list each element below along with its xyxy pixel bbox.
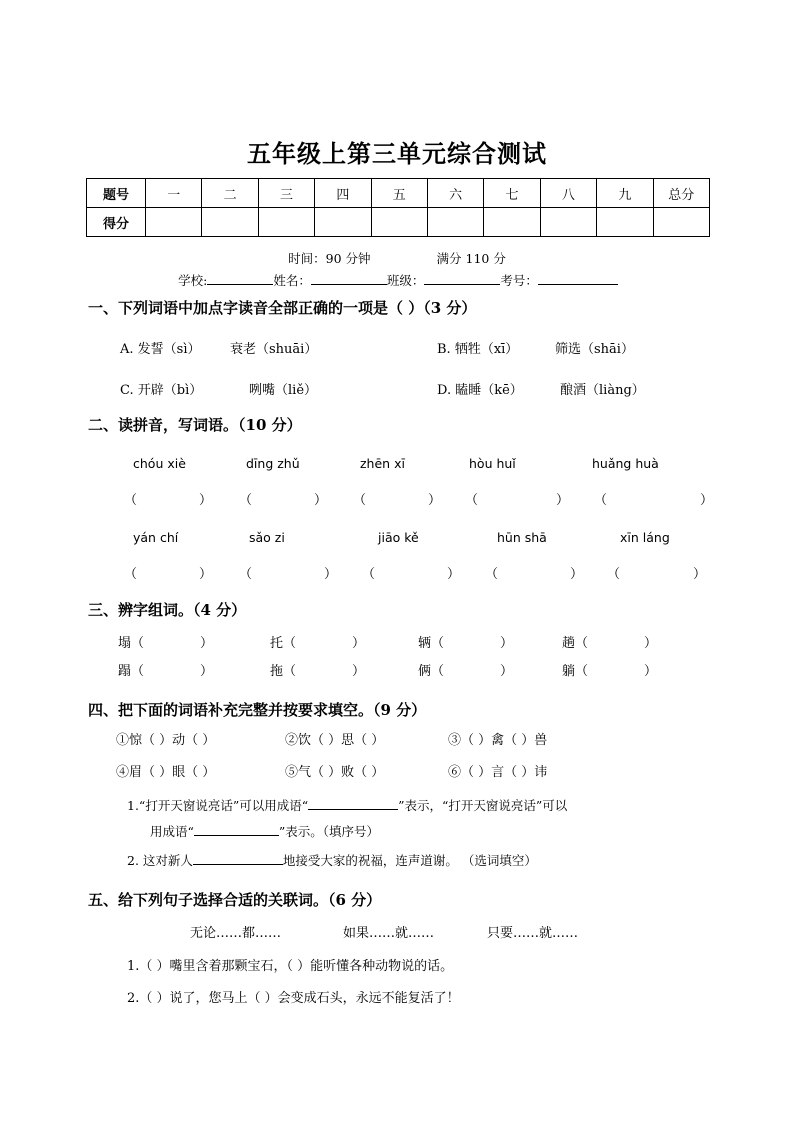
answer-bracket-close-1: ） bbox=[199, 493, 213, 508]
char-1: 塌 bbox=[118, 636, 132, 651]
section-5-sentence-1[interactable]: 1.（ ）嘴里含着那颗宝石，（ ）能听懂各种动物说的话。 bbox=[127, 959, 454, 974]
school-label: 学校: bbox=[178, 273, 208, 288]
school-input[interactable] bbox=[207, 284, 273, 285]
section-1-option-c-word2[interactable]: 咧嘴（liě） bbox=[249, 383, 318, 398]
q1-text-part-2: ”表示，“打开天窗说亮话”可以 bbox=[398, 798, 568, 813]
idiom-4[interactable]: ④眉（ ）眼（ ） bbox=[116, 765, 216, 780]
score-table-row-label: 题号 bbox=[87, 179, 146, 208]
idiom-3[interactable]: ③（ ）禽（ ）兽 bbox=[448, 733, 548, 748]
exam-time-label: 时间：90 分钟 bbox=[288, 251, 371, 266]
char-group-7[interactable]: 俩（ ） bbox=[418, 664, 514, 679]
score-cell-3[interactable] bbox=[258, 208, 314, 237]
pinyin-2-3: jiāo kě bbox=[378, 530, 419, 545]
section-4-question-2 bbox=[127, 851, 537, 869]
char-group-6[interactable]: 拖（ ） bbox=[270, 664, 366, 679]
score-cell-2[interactable] bbox=[202, 208, 258, 237]
answer-bracket-close-9: ） bbox=[570, 567, 584, 582]
char-group-5[interactable]: 蹋（ ） bbox=[118, 664, 214, 679]
pinyin-2-2: sǎo zi bbox=[249, 530, 285, 545]
pinyin-1-5: huǎng huà bbox=[592, 456, 659, 471]
idiom-2[interactable]: ②饮（ ）思（ ） bbox=[285, 733, 385, 748]
exam-no-label: 考号： bbox=[500, 273, 538, 288]
score-table-col-2: 二 bbox=[202, 179, 258, 208]
score-cell-4[interactable] bbox=[315, 208, 371, 237]
pinyin-1-3: zhēn xī bbox=[360, 456, 405, 471]
score-cell-7[interactable] bbox=[484, 208, 540, 237]
pinyin-1-1: chóu xiè bbox=[133, 456, 186, 471]
q2-blank-1[interactable] bbox=[193, 864, 283, 865]
table-row-scores bbox=[87, 208, 710, 237]
answer-bracket-close-4: ） bbox=[556, 493, 570, 508]
section-1-option-b-word2[interactable]: 筛选（shāi） bbox=[555, 342, 634, 357]
pinyin-1-2: dīng zhǔ bbox=[246, 456, 300, 471]
score-table-col-7: 七 bbox=[484, 179, 540, 208]
section-4-question-1-line-1 bbox=[127, 796, 567, 814]
score-cell-1[interactable] bbox=[146, 208, 202, 237]
answer-bracket-open-6: （ bbox=[124, 567, 138, 582]
exam-meta-line bbox=[0, 249, 794, 267]
answer-bracket-close-7: ） bbox=[324, 567, 338, 582]
name-input[interactable] bbox=[311, 284, 387, 285]
section-5-sentence-2[interactable]: 2.（ ）说了，您马上（ ）会变成石头，永远不能复活了！ bbox=[127, 991, 460, 1006]
answer-bracket-close-5: ） bbox=[700, 493, 714, 508]
student-fields-line bbox=[86, 271, 710, 289]
answer-bracket-open-4: （ bbox=[465, 493, 479, 508]
pinyin-1-4: hòu huǐ bbox=[469, 456, 516, 471]
score-cell-8[interactable] bbox=[540, 208, 596, 237]
char-8: 躺 bbox=[562, 664, 576, 679]
exam-total-label: 满分 110 分 bbox=[436, 251, 506, 266]
connective-option-2[interactable]: 如果……就…… bbox=[343, 926, 435, 941]
answer-bracket-open-1: （ bbox=[124, 493, 138, 508]
connective-option-1[interactable]: 无论……都…… bbox=[190, 926, 282, 941]
table-row-header bbox=[87, 179, 710, 208]
answer-bracket-open-5: （ bbox=[594, 493, 608, 508]
score-table-col-3: 三 bbox=[258, 179, 314, 208]
class-label: 班级： bbox=[386, 273, 425, 288]
score-table-col-6: 六 bbox=[427, 179, 483, 208]
answer-bracket-close-6: ） bbox=[199, 567, 213, 582]
section-1-option-a-word2[interactable]: 衰老（shuāi） bbox=[230, 342, 318, 357]
q2-text-part-2: 地接受大家的祝福，连声道谢。 （选词填空） bbox=[282, 853, 537, 868]
pinyin-2-1: yán chí bbox=[133, 530, 179, 545]
char-5: 蹋 bbox=[118, 664, 132, 679]
idiom-5[interactable]: ⑤气（ ）败（ ） bbox=[285, 765, 385, 780]
section-1-heading: 一、下列词语中加点字读音全部正确的一项是（ ）（3 分） bbox=[88, 299, 477, 317]
section-4-heading: 四、把下面的词语补充完整并按要求填空。（9 分） bbox=[88, 701, 427, 719]
score-table-col-8: 八 bbox=[540, 179, 596, 208]
exam-no-input[interactable] bbox=[538, 284, 618, 285]
score-table-col-9: 九 bbox=[597, 179, 653, 208]
q2-text-part-1: 2. 这对新人 bbox=[127, 853, 193, 868]
section-1-option-b[interactable]: B. 牺牲（xī） bbox=[437, 342, 519, 357]
score-table bbox=[86, 178, 710, 237]
pinyin-2-5: xīn láng bbox=[620, 530, 670, 545]
q1-blank-2[interactable] bbox=[194, 835, 279, 836]
char-group-2[interactable]: 托（ ） bbox=[270, 636, 366, 651]
page-title: 五年级上第三单元综合测试 bbox=[247, 140, 547, 168]
answer-bracket-open-9: （ bbox=[485, 567, 499, 582]
score-cell-total[interactable] bbox=[653, 208, 709, 237]
section-1-option-c[interactable]: C. 开辟（bì） bbox=[120, 383, 203, 398]
answer-bracket-close-8: ） bbox=[447, 567, 461, 582]
name-label: 姓名： bbox=[273, 273, 311, 288]
score-table-row-label: 得分 bbox=[87, 208, 146, 237]
answer-bracket-open-7: （ bbox=[239, 567, 253, 582]
section-2-heading: 二、读拼音，写词语。（10 分） bbox=[88, 416, 302, 434]
pinyin-2-4: hūn shā bbox=[497, 530, 547, 545]
score-cell-5[interactable] bbox=[371, 208, 427, 237]
q1-text-part-3: 用成语“ bbox=[150, 824, 194, 839]
answer-bracket-open-8: （ bbox=[362, 567, 376, 582]
char-7: 俩 bbox=[418, 664, 432, 679]
q1-text-part-4: ”表示。（填序号） bbox=[278, 824, 380, 839]
answer-bracket-open-2: （ bbox=[239, 493, 253, 508]
section-4-question-1-line-2 bbox=[150, 822, 379, 840]
idiom-6[interactable]: ⑥（ ）言（ ）讳 bbox=[448, 765, 548, 780]
score-cell-9[interactable] bbox=[597, 208, 653, 237]
section-1-option-a[interactable]: A. 发誓（sì） bbox=[120, 342, 201, 357]
answer-bracket-close-10: ） bbox=[693, 567, 707, 582]
score-table-col-5: 五 bbox=[371, 179, 427, 208]
answer-bracket-close-3: ） bbox=[428, 493, 442, 508]
char-group-1[interactable]: 塌（ ） bbox=[118, 636, 214, 651]
score-table-col-4: 四 bbox=[315, 179, 371, 208]
class-input[interactable] bbox=[424, 284, 500, 285]
section-1-option-d-word2[interactable]: 酿酒（liàng） bbox=[560, 383, 645, 398]
score-cell-6[interactable] bbox=[427, 208, 483, 237]
char-group-3[interactable]: 辆（ ） bbox=[418, 636, 514, 651]
idiom-1[interactable]: ①惊（ ）动（ ） bbox=[116, 733, 216, 748]
char-3: 辆 bbox=[418, 636, 432, 651]
q1-text-part-1: 1.“打开天窗说亮话”可以用成语“ bbox=[127, 798, 309, 813]
char-group-8[interactable]: 躺（ ） bbox=[562, 664, 658, 679]
section-5-heading: 五、给下列句子选择合适的关联词。（6 分） bbox=[88, 891, 382, 909]
answer-bracket-close-2: ） bbox=[314, 493, 328, 508]
score-table-col-total: 总分 bbox=[653, 179, 709, 208]
section-1-option-d[interactable]: D. 瞌睡（kē） bbox=[437, 383, 523, 398]
section-3-heading: 三、辨字组词。（4 分） bbox=[88, 601, 247, 619]
answer-bracket-open-3: （ bbox=[353, 493, 367, 508]
q1-blank-1[interactable] bbox=[308, 809, 398, 810]
char-2: 托 bbox=[270, 636, 284, 651]
score-table-col-1: 一 bbox=[146, 179, 202, 208]
char-4: 趟 bbox=[562, 636, 576, 651]
connective-option-3[interactable]: 只要……就…… bbox=[487, 926, 579, 941]
answer-bracket-open-10: （ bbox=[607, 567, 621, 582]
char-6: 拖 bbox=[270, 664, 284, 679]
char-group-4[interactable]: 趟（ ） bbox=[562, 636, 658, 651]
